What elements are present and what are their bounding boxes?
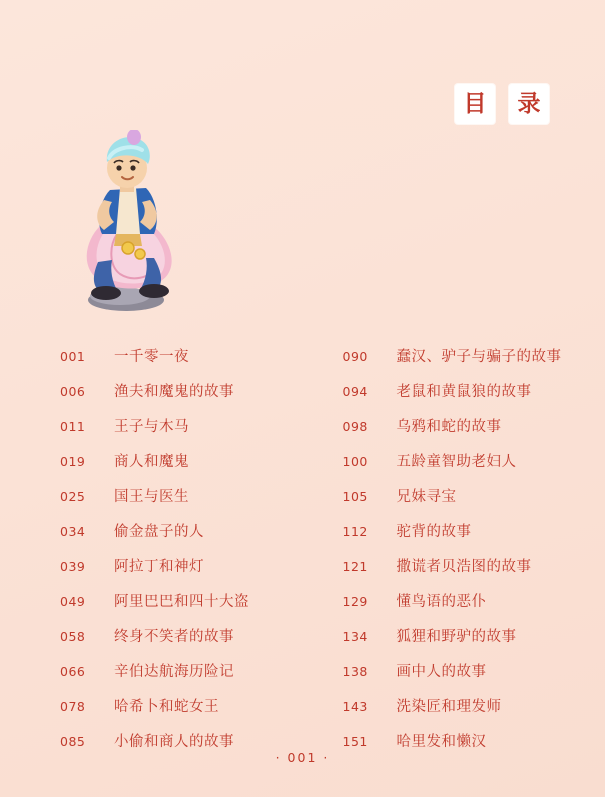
entry-title: 国王与医生 (114, 489, 189, 505)
entry-title: 乌鸦和蛇的故事 (396, 419, 502, 435)
list-item[interactable] (60, 625, 323, 660)
toc-column-left (0, 345, 323, 765)
list-item[interactable] (343, 485, 605, 520)
entry-title: 王子与木马 (114, 419, 189, 435)
entry-title: 洗染匠和理发师 (396, 699, 502, 715)
entry-title: 一千零一夜 (114, 349, 189, 365)
entry-page-number: 143 (342, 699, 368, 714)
entry-page-number: 034 (60, 524, 86, 539)
entry-page-number: 129 (342, 594, 368, 609)
list-item[interactable] (60, 450, 323, 485)
entry-title: 渔夫和魔鬼的故事 (114, 384, 234, 400)
list-item[interactable] (60, 415, 323, 450)
entry-title: 阿里巴巴和四十大盗 (114, 594, 249, 610)
title-char-lu: 录 (509, 84, 549, 124)
entry-page-number: 090 (342, 349, 368, 364)
entry-page-number: 138 (342, 664, 368, 679)
entry-page-number: 094 (342, 384, 368, 399)
list-item[interactable] (60, 555, 323, 590)
list-item[interactable] (343, 415, 605, 450)
list-item[interactable] (60, 485, 323, 520)
entry-page-number: 098 (342, 419, 368, 434)
entry-page-number: 134 (342, 629, 368, 644)
entry-title: 商人和魔鬼 (114, 454, 189, 470)
list-item[interactable] (60, 520, 323, 555)
entry-page-number: 039 (60, 559, 86, 574)
list-item[interactable] (60, 590, 323, 625)
list-item[interactable] (343, 555, 605, 590)
list-item[interactable] (60, 695, 323, 730)
entry-title: 终身不笑者的故事 (114, 629, 234, 645)
list-item[interactable] (60, 660, 323, 695)
entry-title: 五龄童智助老妇人 (396, 454, 517, 470)
entry-title: 哈里发和懒汉 (396, 734, 487, 750)
entry-page-number: 049 (60, 594, 86, 609)
list-item[interactable] (60, 345, 323, 380)
entry-title: 小偷和商人的故事 (114, 734, 234, 750)
boy-with-sack-illustration (62, 130, 192, 315)
list-item[interactable] (343, 695, 605, 730)
page-title (455, 84, 549, 124)
title-char-mu: 目 (455, 84, 495, 124)
entry-title: 老鼠和黄鼠狼的故事 (396, 384, 532, 400)
entry-page-number: 019 (60, 454, 86, 469)
toc-column-right (323, 345, 605, 765)
entry-title: 驼背的故事 (396, 524, 472, 540)
entry-page-number: 078 (60, 699, 86, 714)
entry-page-number: 058 (60, 629, 86, 644)
list-item[interactable] (343, 660, 605, 695)
entry-title: 哈希卜和蛇女王 (114, 699, 219, 715)
entry-title: 撒谎者贝浩图的故事 (396, 559, 532, 575)
table-of-contents (0, 345, 605, 765)
entry-page-number: 066 (60, 664, 86, 679)
entry-title: 兄妹寻宝 (396, 489, 457, 505)
entry-page-number: 105 (342, 489, 368, 504)
entry-page-number: 112 (342, 524, 368, 539)
entry-title: 阿拉丁和神灯 (114, 559, 204, 575)
list-item[interactable] (343, 625, 605, 660)
entry-title: 辛伯达航海历险记 (114, 664, 234, 680)
entry-page-number: 151 (342, 734, 368, 749)
list-item[interactable] (343, 450, 605, 485)
entry-title: 懂鸟语的恶仆 (396, 594, 487, 610)
entry-page-number: 025 (60, 489, 86, 504)
entry-title: 画中人的故事 (396, 664, 487, 680)
entry-page-number: 006 (60, 384, 86, 399)
entry-title: 狐狸和野驴的故事 (396, 629, 517, 645)
list-item[interactable] (60, 380, 323, 415)
page-footer: · 001 · (275, 750, 330, 765)
list-item[interactable] (343, 380, 605, 415)
entry-page-number: 085 (60, 734, 86, 749)
entry-title: 偷金盘子的人 (114, 524, 204, 540)
entry-page-number: 011 (60, 419, 86, 434)
entry-title: 蠢汉、驴子与骗子的故事 (396, 349, 562, 365)
list-item[interactable] (343, 345, 605, 380)
entry-page-number: 121 (342, 559, 368, 574)
list-item[interactable] (343, 520, 605, 555)
entry-page-number: 001 (60, 349, 86, 364)
list-item[interactable] (343, 590, 605, 625)
entry-page-number: 100 (342, 454, 368, 469)
